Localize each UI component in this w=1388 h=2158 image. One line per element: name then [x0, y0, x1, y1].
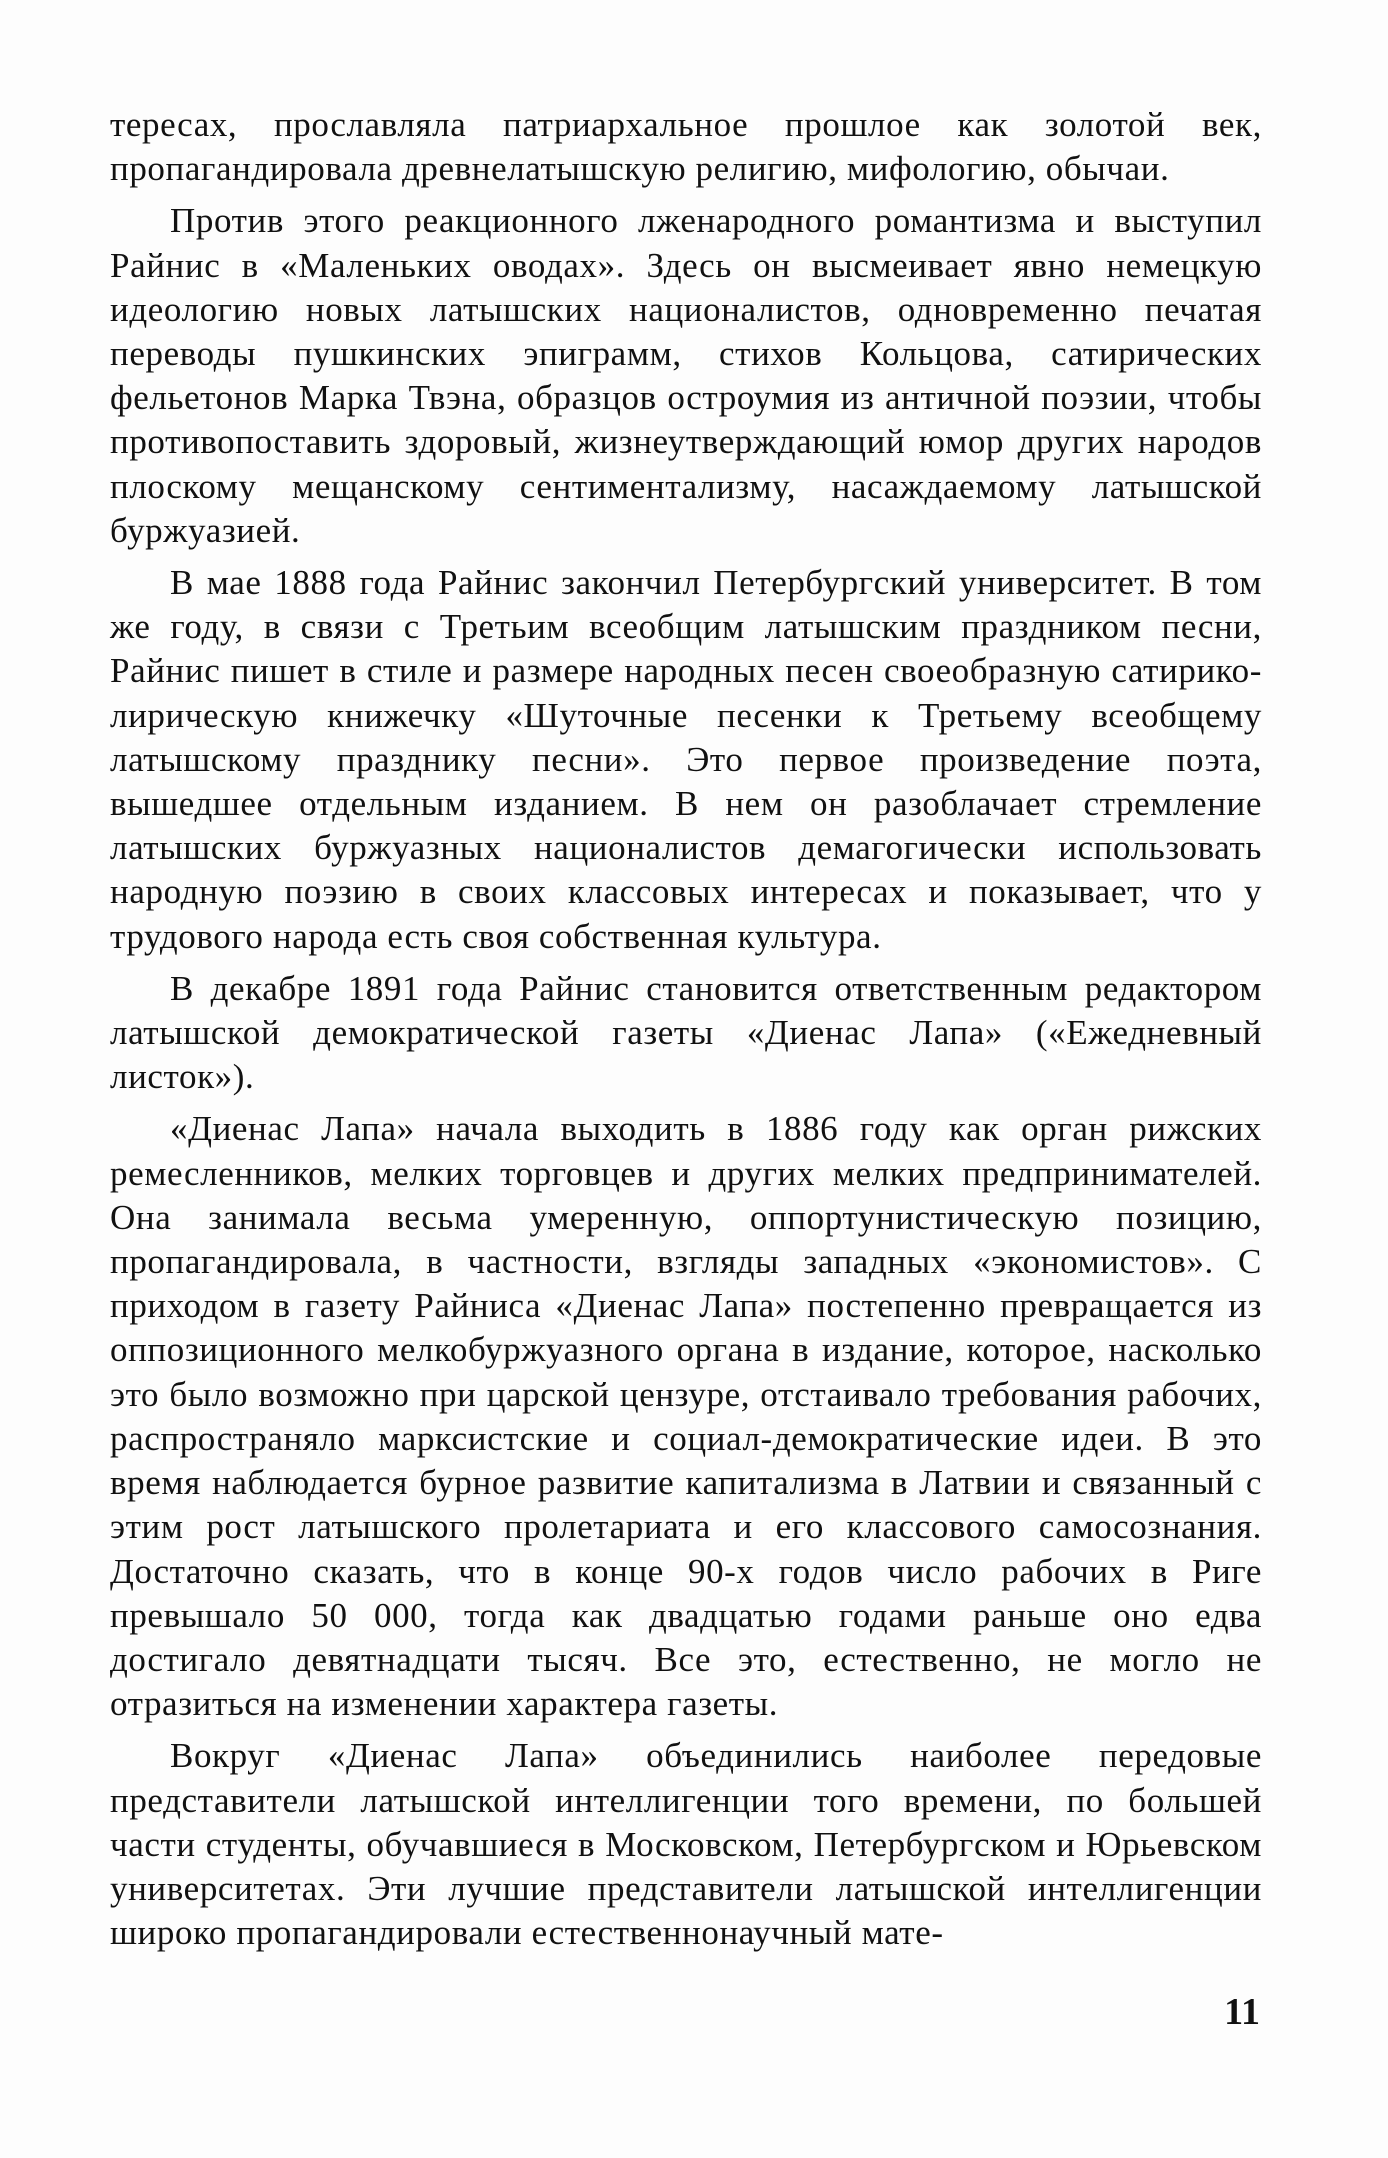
page-number: 11	[1224, 1991, 1260, 2033]
paragraph-against-romanticism: Против этого реакционного лженародного романтизма и выступил Райнис в «Маленьких оводах». Здесь он высмеивает явно немецкую идеологию новых латышских националистов, одновременно печатая переводы пушкинских эпиграмм, стихов Кольцова, сатирических фельетонов Марка Твэна, образцов остроумия из античной поэзии, чтобы противопоставить здоровый, жизнеутверждающий юмор других народов плоскому мещанскому сентиментализму, насаждаемому латышской буржуазией.	[110, 201, 1262, 550]
page-body-text	[110, 103, 1262, 1963]
paragraph-university-1888: В мае 1888 года Райнис закончил Петербургский университет. В том же году, в связи с Третьим всеобщим латышским праздником песни, Райнис пишет в стиле и размере народных песен своеобразную сатирико-лирическую книжечку «Шуточные песенки к Третьему всеобщему латышскому празднику песни». Это первое произведение поэта, вышедшее отдельным изданием. В нем он разоблачает стремление латышских буржуазных националистов демагогически использовать народную поэзию в своих классовых интересах и показывает, что у трудового народа есть своя собственная культура.	[110, 563, 1262, 956]
paragraph-dienas-lapa-history: «Диенас Лапа» начала выходить в 1886 году как орган рижских ремесленников, мелких торговцев и других мелких предпринимателей. Она занимала весьма умеренную, оппортунистическую позицию, пропагандировала, в частности, взгляды западных «экономистов». С приходом в газету Райниса «Диенас Лапа» постепенно превращается из оппозиционного мелкобуржуазного органа в издание, которое, насколько это было возможно при царской цензуре, отстаивало требования рабочих, распространяло марксистские и социал-демократические идеи. В это время наблюдается бурное развитие капитализма в Латвии и связанный с этим рост латышского пролетариата и его классового самосознания. Достаточно сказать, что в конце 90-х годов число рабочих в Риге превышало 50 000, тогда как двадцатью годами раньше оно едва достигало девятнадцати тысяч. Все это, естественно, не могло не отразиться на изменении характера газеты.	[110, 1109, 1262, 1724]
paragraph-continuation: тересах, прославляла патриархальное прошлое как золотой век, пропагандировала древнелатышскую религию, мифологию, обычаи.	[110, 105, 1262, 189]
paragraph-intelligentsia: Вокруг «Диенас Лапа» объединились наиболее передовые представители латышской интеллигенции того времени, по большей части студенты, обучавшиеся в Московском, Петербургском и Юрьевском университетах. Эти лучшие представители латышской интеллигенции широко пропагандировали естественнонаучный мате-	[110, 1736, 1262, 1953]
paragraph-editor-1891: В декабре 1891 года Райнис становится ответственным редактором латышской демократической газеты «Диенас Лапа» («Ежедневный листок»).	[110, 968, 1262, 1097]
